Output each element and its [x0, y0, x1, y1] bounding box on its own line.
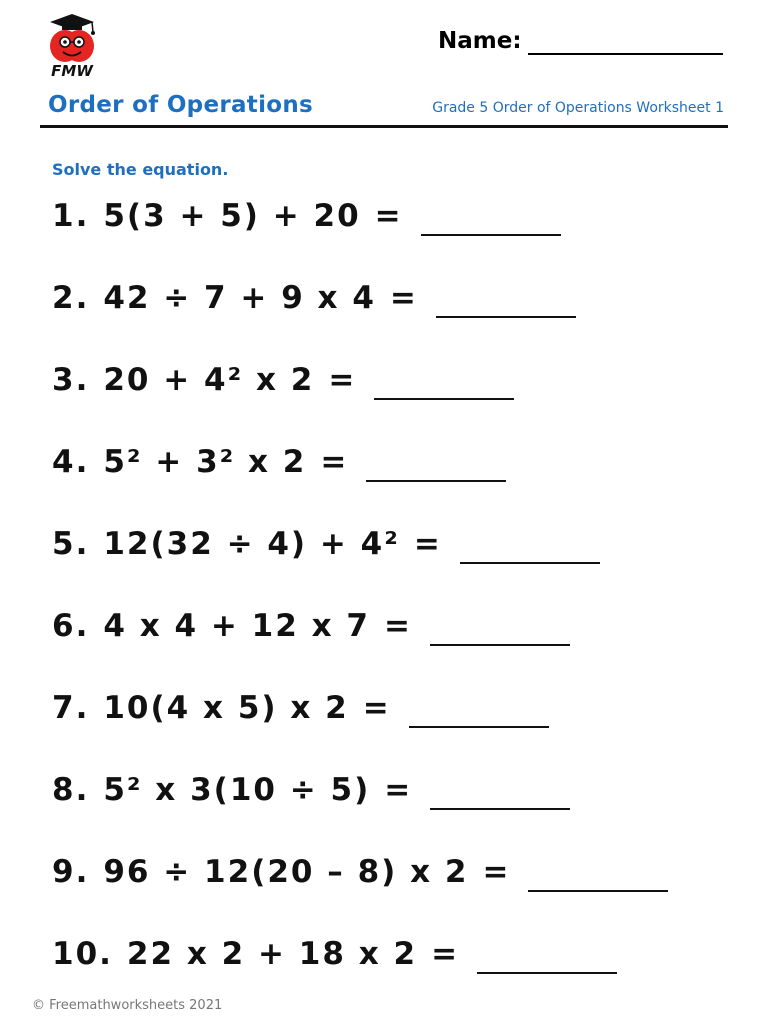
problem-item [52, 690, 742, 772]
answer-blank[interactable] [430, 772, 570, 810]
problem-item [52, 444, 742, 526]
equals-sign: = [389, 280, 418, 316]
equals-sign: = [374, 198, 403, 234]
answer-blank[interactable] [430, 608, 570, 646]
problem-item [52, 280, 742, 362]
problem-item [52, 362, 742, 444]
equals-sign: = [362, 690, 391, 726]
problem-number: 6. [52, 608, 90, 644]
fmw-logo [44, 12, 104, 82]
answer-blank[interactable] [374, 362, 514, 400]
name-input-line[interactable] [528, 53, 723, 55]
worksheet-title: Order of Operations [48, 92, 314, 118]
equals-sign: = [320, 444, 349, 480]
equals-sign: = [328, 362, 357, 398]
problem-item [52, 526, 742, 608]
problem-list [52, 198, 742, 1018]
answer-blank[interactable] [528, 854, 668, 892]
apple-mascot-icon [44, 12, 100, 64]
name-label: Name: [438, 28, 522, 54]
problem-number: 7. [52, 690, 90, 726]
problem-number: 9. [52, 854, 90, 890]
problem-number: 3. [52, 362, 90, 398]
problem-expression: 22 x 2 + 18 x 2 [126, 936, 418, 972]
equals-sign: = [431, 936, 460, 972]
answer-blank[interactable] [436, 280, 576, 318]
equals-sign: = [384, 772, 413, 808]
problem-expression: 12(32 ÷ 4) + 4² [103, 526, 400, 562]
problem-expression: 5² x 3(10 ÷ 5) [103, 772, 371, 808]
problem-expression: 5² + 3² x 2 [103, 444, 307, 480]
problem-expression: 20 + 4² x 2 [103, 362, 315, 398]
problem-number: 10. [52, 936, 113, 972]
answer-blank[interactable] [366, 444, 506, 482]
equals-sign: = [383, 608, 412, 644]
header-divider [40, 125, 728, 128]
problem-number: 1. [52, 198, 90, 234]
problem-item [52, 198, 742, 280]
logo-text: FMW [51, 62, 93, 80]
problem-number: 4. [52, 444, 90, 480]
instruction-text: Solve the equation. [52, 160, 229, 179]
problem-number: 2. [52, 280, 90, 316]
problem-expression: 42 ÷ 7 + 9 x 4 [103, 280, 376, 316]
problem-expression: 10(4 x 5) x 2 [103, 690, 349, 726]
answer-blank[interactable] [409, 690, 549, 728]
answer-blank[interactable] [421, 198, 561, 236]
problem-expression: 5(3 + 5) + 20 [103, 198, 361, 234]
copyright-footer: © Freemathworksheets 2021 [32, 998, 223, 1013]
problem-item [52, 608, 742, 690]
problem-item [52, 772, 742, 854]
equals-sign: = [482, 854, 511, 890]
problem-number: 8. [52, 772, 90, 808]
equals-sign: = [413, 526, 442, 562]
problem-expression: 96 ÷ 12(20 – 8) x 2 [103, 854, 469, 890]
problem-number: 5. [52, 526, 90, 562]
answer-blank[interactable] [477, 936, 617, 974]
problem-expression: 4 x 4 + 12 x 7 [103, 608, 370, 644]
worksheet-subtitle: Grade 5 Order of Operations Worksheet 1 [432, 100, 724, 116]
problem-item [52, 854, 742, 936]
answer-blank[interactable] [460, 526, 600, 564]
